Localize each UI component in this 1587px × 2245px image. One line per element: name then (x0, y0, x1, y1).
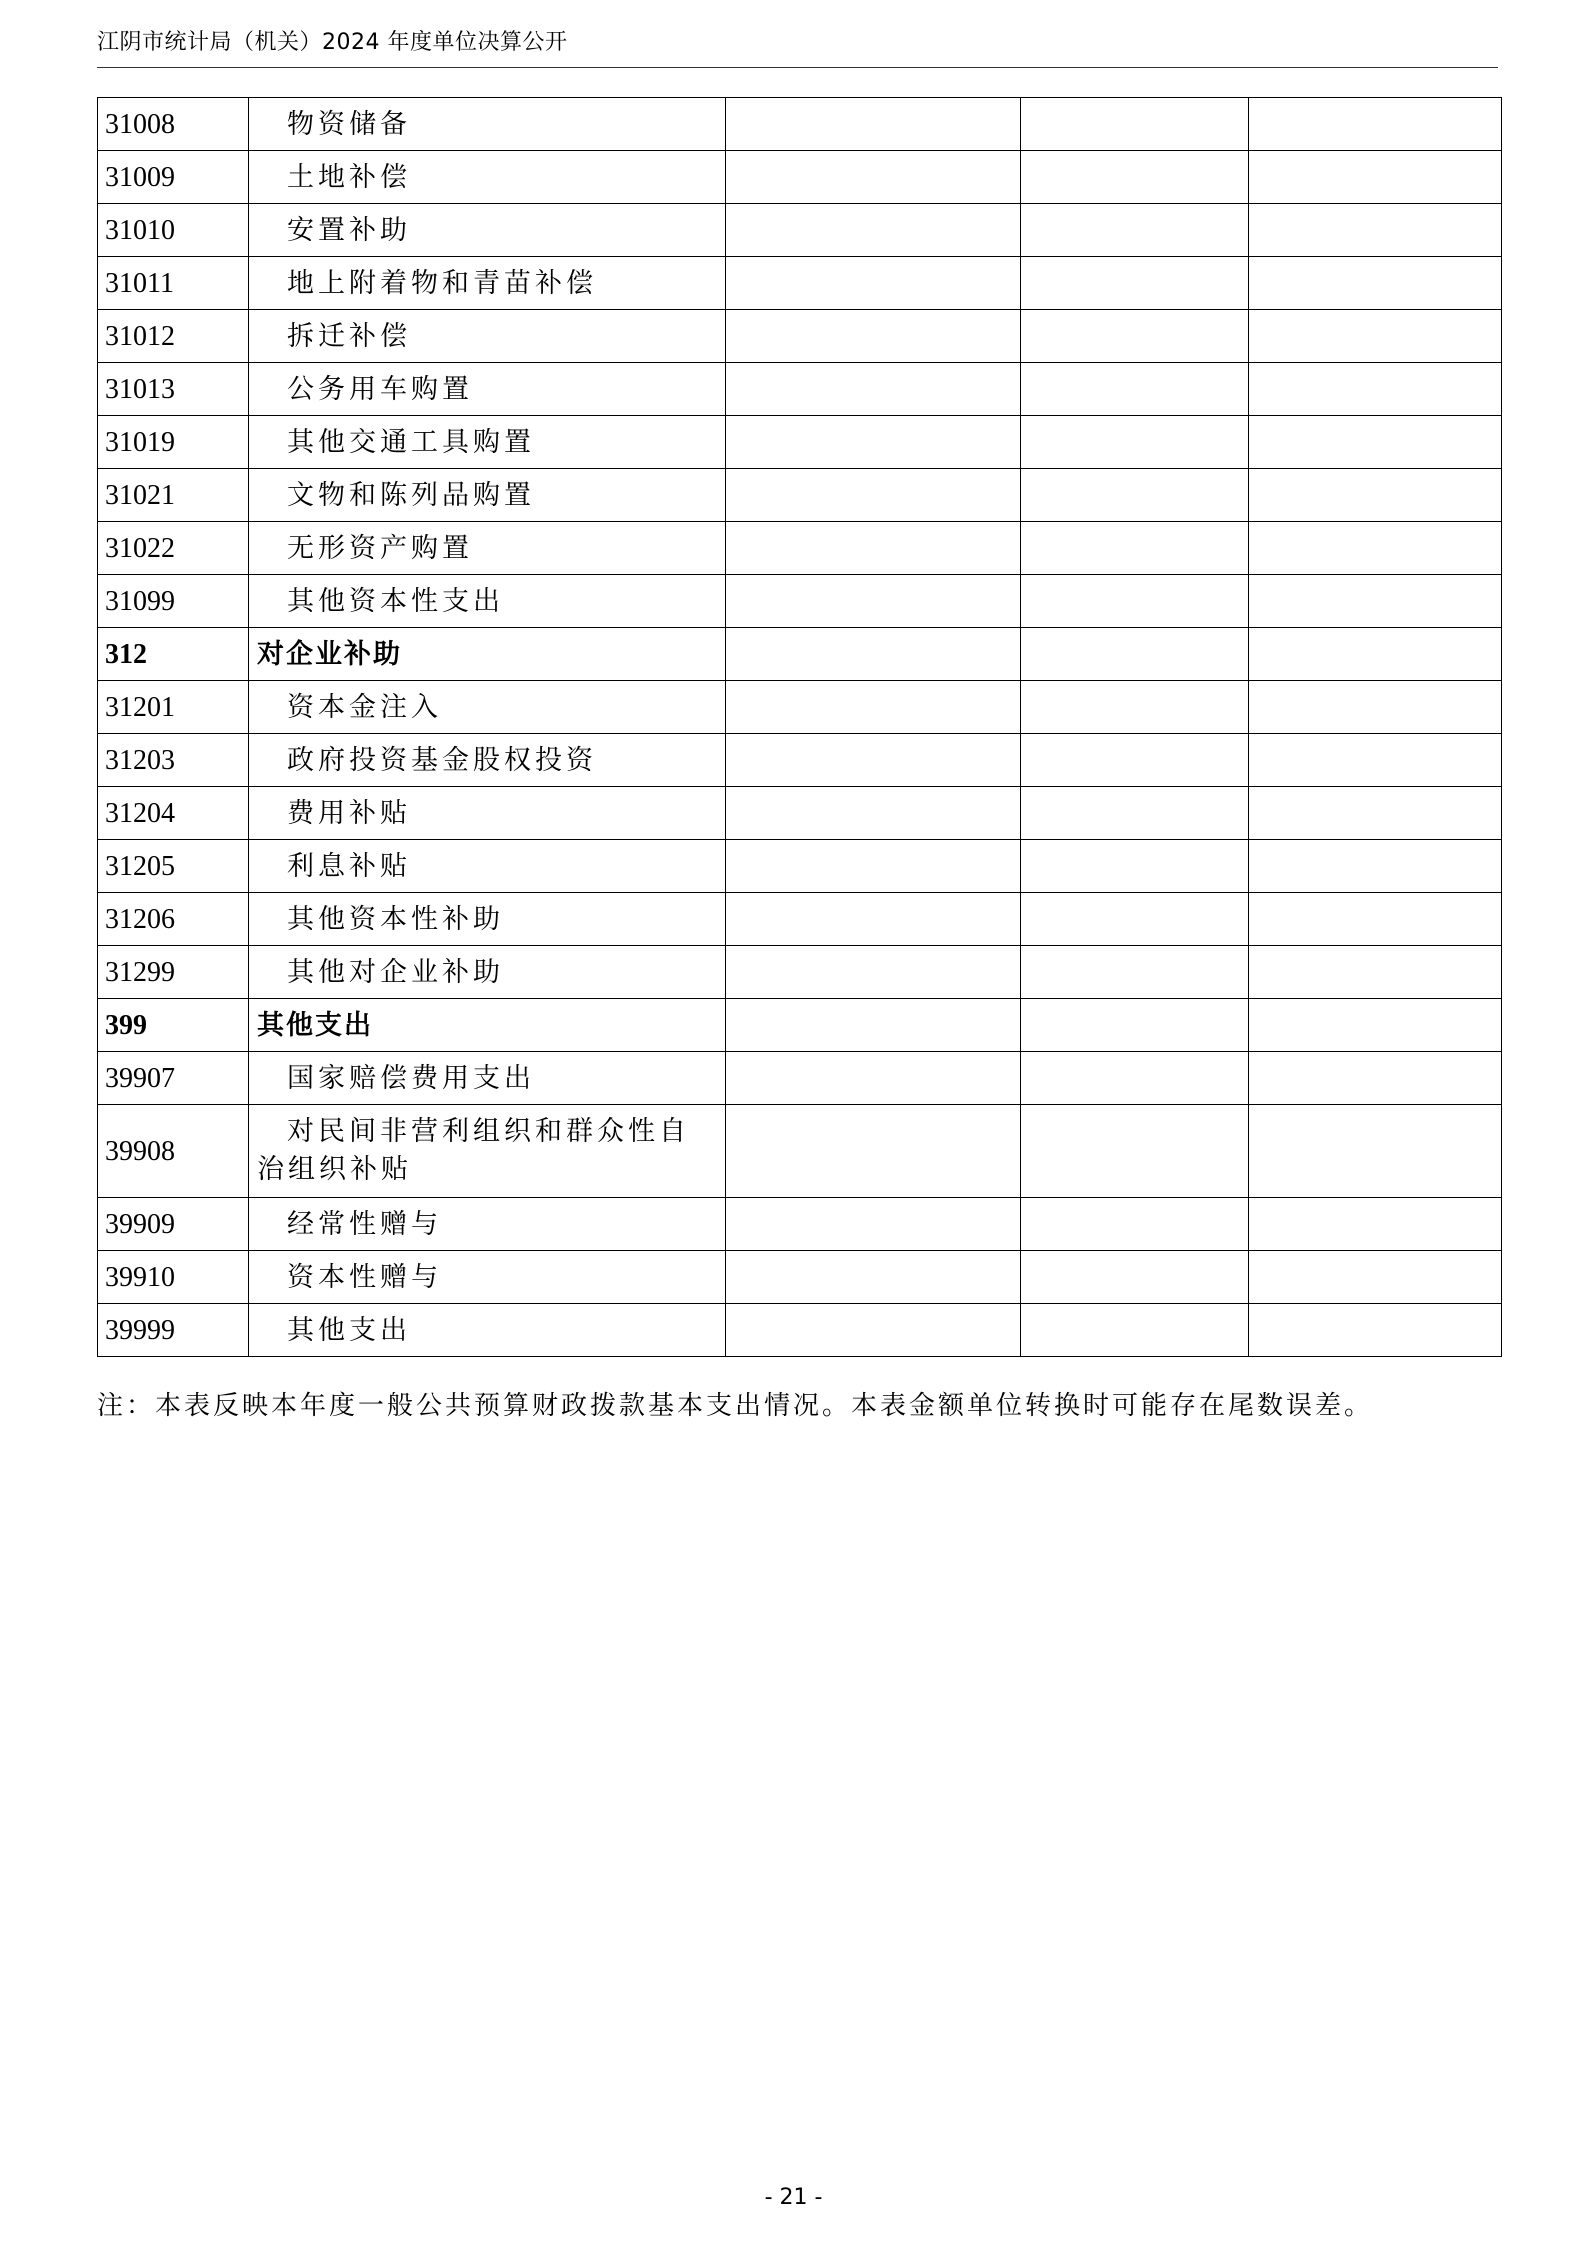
row-amount-cell (1249, 469, 1502, 522)
table-row (98, 204, 1502, 257)
row-amount-cell (1249, 893, 1502, 946)
row-amount-cell (1021, 1105, 1249, 1198)
row-amount-cell (1249, 734, 1502, 787)
table-row (98, 893, 1502, 946)
row-amount-cell (1249, 151, 1502, 204)
row-name-cell: 其他交通工具购置 (249, 416, 726, 469)
table-row (98, 416, 1502, 469)
row-name-cell: 拆迁补偿 (249, 310, 726, 363)
table-row (98, 681, 1502, 734)
row-code-cell: 31011 (98, 257, 249, 310)
row-amount-cell (1021, 1251, 1249, 1304)
row-amount-cell (1249, 204, 1502, 257)
row-amount-cell (1021, 257, 1249, 310)
row-amount-cell (1249, 840, 1502, 893)
table-row (98, 469, 1502, 522)
row-code-cell: 39910 (98, 1251, 249, 1304)
row-amount-cell (1249, 1198, 1502, 1251)
row-amount-cell (1021, 151, 1249, 204)
row-amount-cell (1021, 1198, 1249, 1251)
row-code-cell: 31203 (98, 734, 249, 787)
row-amount-cell (726, 310, 1021, 363)
row-name-cell: 经常性赠与 (249, 1198, 726, 1251)
expenditure-table (97, 97, 1502, 1357)
table-row (98, 1304, 1502, 1357)
row-amount-cell (726, 681, 1021, 734)
row-amount-cell (1021, 999, 1249, 1052)
row-name-cell: 利息补贴 (249, 840, 726, 893)
table-row (98, 1251, 1502, 1304)
table-row (98, 734, 1502, 787)
row-name-cell: 其他对企业补助 (249, 946, 726, 999)
row-amount-cell (1249, 310, 1502, 363)
table-row (98, 151, 1502, 204)
row-name-cell: 国家赔偿费用支出 (249, 1052, 726, 1105)
table-row (98, 1198, 1502, 1251)
row-code-cell: 31012 (98, 310, 249, 363)
row-code-cell: 31099 (98, 575, 249, 628)
row-name-cell: 其他支出 (249, 999, 726, 1052)
row-amount-cell (726, 1251, 1021, 1304)
row-amount-cell (1249, 522, 1502, 575)
row-amount-cell (1249, 98, 1502, 151)
row-amount-cell (1021, 416, 1249, 469)
row-code-cell: 31008 (98, 98, 249, 151)
row-amount-cell (726, 628, 1021, 681)
row-code-cell: 31010 (98, 204, 249, 257)
row-amount-cell (726, 151, 1021, 204)
header-divider (97, 67, 1498, 68)
table-row (98, 310, 1502, 363)
row-amount-cell (726, 1198, 1021, 1251)
table-row (98, 575, 1502, 628)
row-amount-cell (726, 469, 1021, 522)
row-amount-cell (1249, 946, 1502, 999)
table-row (98, 522, 1502, 575)
row-amount-cell (726, 1105, 1021, 1198)
row-name-cell: 物资储备 (249, 98, 726, 151)
row-amount-cell (726, 1304, 1021, 1357)
row-name-cell: 费用补贴 (249, 787, 726, 840)
row-amount-cell (726, 840, 1021, 893)
table-row (98, 257, 1502, 310)
row-code-cell: 31206 (98, 893, 249, 946)
row-code-cell: 39909 (98, 1198, 249, 1251)
table-row (98, 98, 1502, 151)
table-row (98, 946, 1502, 999)
row-amount-cell (1021, 1052, 1249, 1105)
row-name-cell: 安置补助 (249, 204, 726, 257)
row-name-cell: 资本金注入 (249, 681, 726, 734)
row-amount-cell (1021, 469, 1249, 522)
row-amount-cell (1021, 575, 1249, 628)
row-name-cell: 政府投资基金股权投资 (249, 734, 726, 787)
row-amount-cell (1249, 575, 1502, 628)
row-code-cell: 31019 (98, 416, 249, 469)
row-amount-cell (726, 999, 1021, 1052)
row-code-cell: 399 (98, 999, 249, 1052)
row-amount-cell (1021, 734, 1249, 787)
table-row (98, 999, 1502, 1052)
row-amount-cell (1021, 1304, 1249, 1357)
row-name-cell: 资本性赠与 (249, 1251, 726, 1304)
row-code-cell: 312 (98, 628, 249, 681)
row-amount-cell (726, 575, 1021, 628)
row-amount-cell (1021, 946, 1249, 999)
page-number: - 21 - (764, 2185, 823, 2210)
row-amount-cell (1249, 1251, 1502, 1304)
row-amount-cell (726, 416, 1021, 469)
row-code-cell: 31201 (98, 681, 249, 734)
row-amount-cell (726, 363, 1021, 416)
row-name-cell: 地上附着物和青苗补偿 (249, 257, 726, 310)
table-row (98, 363, 1502, 416)
row-amount-cell (726, 734, 1021, 787)
row-name-cell: 对民间非营利组织和群众性自治组织补贴 (249, 1105, 726, 1198)
row-amount-cell (1021, 522, 1249, 575)
row-amount-cell (726, 946, 1021, 999)
row-code-cell: 31013 (98, 363, 249, 416)
table-body (98, 98, 1502, 1357)
table-row (98, 840, 1502, 893)
table-note: 注：本表反映本年度一般公共预算财政拨款基本支出情况。本表金额单位转换时可能存在尾数误差。 (97, 1391, 1374, 1421)
row-amount-cell (1249, 1304, 1502, 1357)
row-amount-cell (1249, 681, 1502, 734)
row-amount-cell (1021, 681, 1249, 734)
row-code-cell: 31009 (98, 151, 249, 204)
row-amount-cell (726, 204, 1021, 257)
row-code-cell: 39999 (98, 1304, 249, 1357)
row-code-cell: 31204 (98, 787, 249, 840)
row-name-cell: 无形资产购置 (249, 522, 726, 575)
row-amount-cell (1021, 363, 1249, 416)
table-row (98, 1052, 1502, 1105)
row-amount-cell (1249, 628, 1502, 681)
row-amount-cell (1021, 893, 1249, 946)
row-amount-cell (1249, 416, 1502, 469)
table-row (98, 1105, 1502, 1198)
row-code-cell: 39907 (98, 1052, 249, 1105)
row-code-cell: 31299 (98, 946, 249, 999)
row-amount-cell (726, 893, 1021, 946)
row-code-cell: 31021 (98, 469, 249, 522)
row-amount-cell (1249, 1052, 1502, 1105)
row-amount-cell (1249, 999, 1502, 1052)
row-name-cell: 其他支出 (249, 1304, 726, 1357)
row-amount-cell (1021, 204, 1249, 257)
expenditure-table-container (97, 97, 1501, 1357)
row-code-cell: 39908 (98, 1105, 249, 1198)
row-code-cell: 31022 (98, 522, 249, 575)
row-amount-cell (1021, 310, 1249, 363)
row-amount-cell (1021, 787, 1249, 840)
row-amount-cell (1249, 787, 1502, 840)
row-amount-cell (1021, 840, 1249, 893)
row-name-cell: 土地补偿 (249, 151, 726, 204)
row-amount-cell (1021, 98, 1249, 151)
row-amount-cell (1021, 628, 1249, 681)
row-name-cell: 公务用车购置 (249, 363, 726, 416)
row-amount-cell (726, 98, 1021, 151)
row-code-cell: 31205 (98, 840, 249, 893)
row-amount-cell (1249, 257, 1502, 310)
row-amount-cell (1249, 1105, 1502, 1198)
row-name-cell: 文物和陈列品购置 (249, 469, 726, 522)
row-amount-cell (726, 522, 1021, 575)
row-name-cell: 其他资本性补助 (249, 893, 726, 946)
row-name-cell: 对企业补助 (249, 628, 726, 681)
row-amount-cell (1249, 363, 1502, 416)
table-row (98, 628, 1502, 681)
row-amount-cell (726, 257, 1021, 310)
row-name-cell: 其他资本性支出 (249, 575, 726, 628)
table-row (98, 787, 1502, 840)
row-amount-cell (726, 1052, 1021, 1105)
page-header-title: 江阴市统计局（机关）2024 年度单位决算公开 (97, 30, 568, 55)
row-amount-cell (726, 787, 1021, 840)
